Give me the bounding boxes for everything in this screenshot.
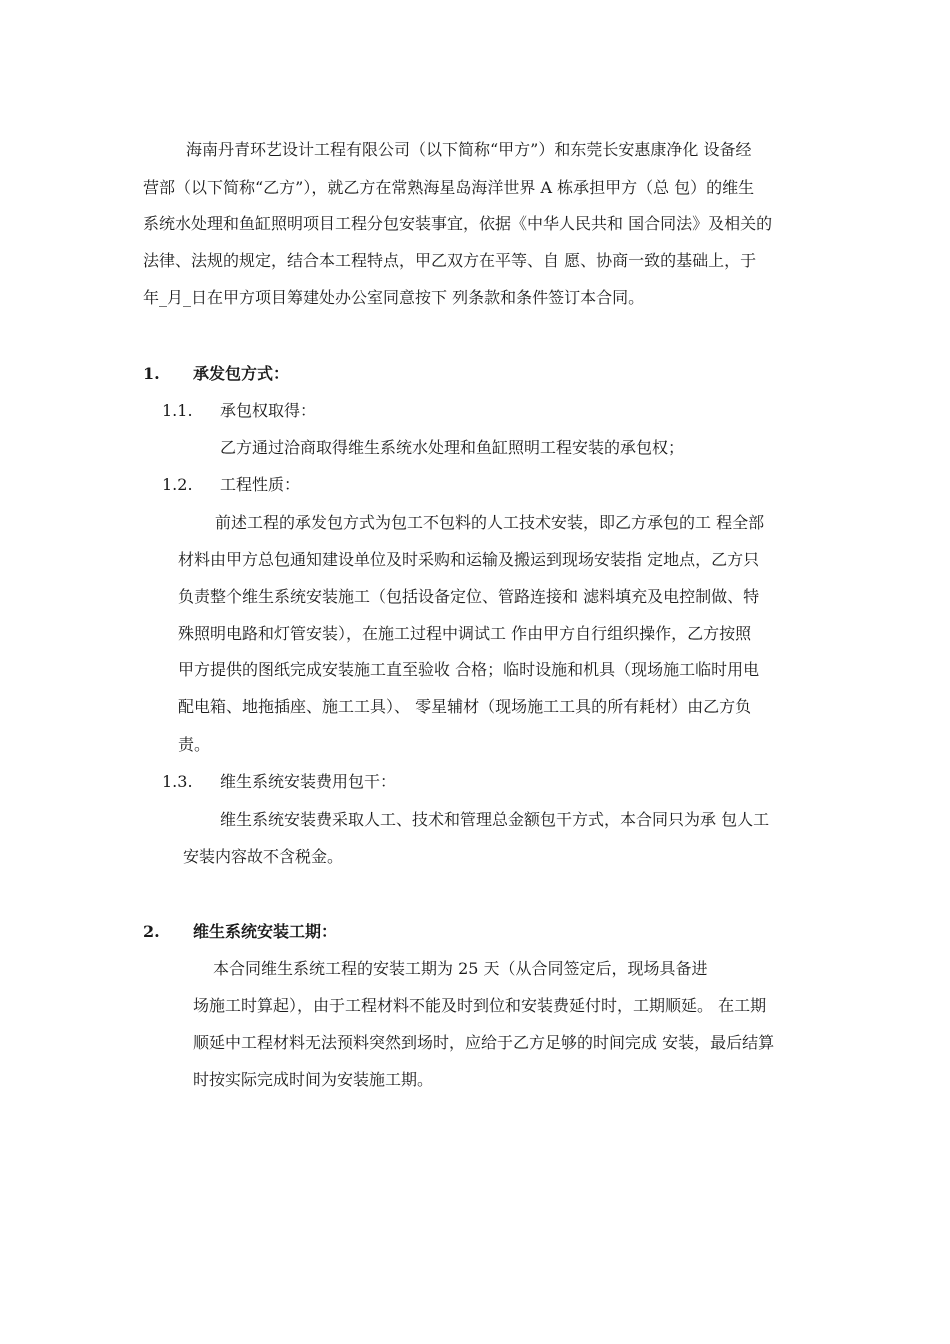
section-1-title: 承发包方式：	[193, 364, 290, 383]
subsection-1-1-line-1: 乙方通过洽商取得维生系统水处理和鱼缸照明工程安装的承包权；	[220, 438, 685, 457]
subsection-1-3-line-2: 安装内容故不含税金。	[183, 847, 344, 866]
subsection-1-2-line-1: 前述工程的承发包方式为包工不包料的人工技术安装，即乙方承包的工 程全部	[215, 513, 765, 532]
section-2-line-1: 本合同维生系统工程的安装工期为 25 天（从合同签定后，现场具备进	[213, 959, 708, 978]
subsection-1-3-number: 1.3.	[162, 772, 193, 791]
subsection-1-1-title: 承包权取得：	[220, 401, 317, 420]
subsection-1-2-line-2: 材料由甲方总包通知建设单位及时采购和运输及搬运到现场安装指 定地点，乙方只	[178, 550, 760, 569]
subsection-1-1-number: 1.1.	[162, 401, 193, 420]
section-1-number: 1.	[143, 364, 160, 383]
subsection-1-3-title: 维生系统安装费用包干：	[220, 772, 397, 791]
subsection-1-2-line-4: 殊照明电路和灯管安装），在施工过程中调试工 作由甲方自行组织操作，乙方按照	[178, 624, 752, 643]
section-2-line-4: 时按实际完成时间为安装施工期。	[193, 1070, 434, 1089]
intro-line-4: 法律、法规的规定，结合本工程特点，甲乙双方在平等、自 愿、协商一致的基础上，于	[143, 251, 757, 270]
intro-line-5: 年_月_日在甲方项目筹建处办公室同意按下 列条款和条件签订本合同。	[143, 288, 645, 307]
section-2-number: 2.	[143, 922, 160, 941]
intro-line-3: 系统水处理和鱼缸照明项目工程分包安装事宜，依据《中华人民共和 国合同法》及相关的	[143, 214, 773, 233]
subsection-1-2-line-6: 配电箱、地拖插座、施工工具）、 零星辅材（现场施工工具的所有耗材）由乙方负	[178, 697, 752, 716]
subsection-1-2-line-3: 负责整个维生系统安装施工（包括设备定位、管路连接和 滤料填充及电控制做、特	[178, 587, 760, 606]
subsection-1-2-line-5: 甲方提供的图纸完成安装施工直至验收 合格；临时设施和机具（现场施工临时用电	[178, 660, 760, 679]
subsection-1-2-number: 1.2.	[162, 475, 193, 494]
section-2-line-3: 顺延中工程材料无法预料突然到场时，应给于乙方足够的时间完成 安装，最后结算	[193, 1033, 775, 1052]
section-2-line-2: 场施工时算起），由于工程材料不能及时到位和安装费延付时，工期顺延。 在工期	[193, 996, 767, 1015]
intro-line-2: 营部（以下简称“乙方”），就乙方在常熟海星岛海洋世界 A 栋承担甲方（总 包）的维生	[143, 178, 755, 197]
subsection-1-3-line-1: 维生系统安装费采取人工、技术和管理总金额包干方式，本合同只为承 包人工	[220, 810, 770, 829]
intro-line-1: 海南丹青环艺设计工程有限公司（以下简称“甲方”）和东莞长安惠康净化 设备经	[186, 140, 752, 159]
section-2-title: 维生系统安装工期：	[193, 922, 338, 941]
subsection-1-2-line-7: 责。	[178, 735, 211, 754]
subsection-1-2-title: 工程性质：	[220, 475, 301, 494]
